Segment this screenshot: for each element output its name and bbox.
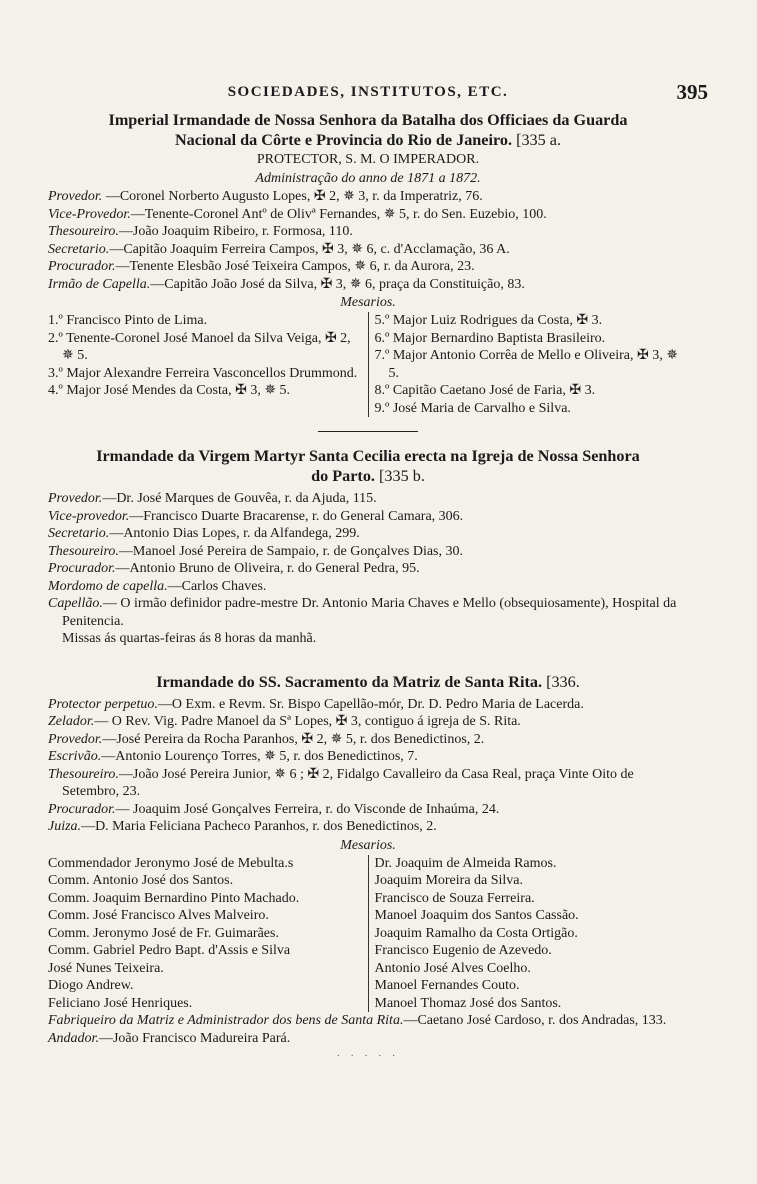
section-title — [48, 446, 688, 486]
officer-role: Procurador. — [48, 259, 116, 274]
officer-entry — [48, 188, 688, 206]
officer-entry — [48, 801, 688, 819]
mesario-item: Diogo Andrew. — [48, 978, 134, 993]
officer-text: —Dr. José Marques de Gouvêa, r. da Ajuda, 115. — [102, 491, 377, 506]
officer-text: — O Rev. Vig. Padre Manoel da Sª Lopes, ✠ 3, contiguo á igreja de S. Rita. — [94, 714, 521, 729]
missas-note: Missas ás quartas-feiras ás 8 horas da manhã. — [62, 631, 317, 646]
section-santa-cecilia — [48, 446, 688, 648]
officer-entry — [48, 241, 688, 259]
mesario-item: Manoel Thomaz José dos Santos. — [374, 995, 562, 1011]
document-page — [48, 80, 708, 1062]
section-title — [48, 110, 688, 150]
officer-role: Escrivão. — [48, 749, 102, 764]
page-header — [48, 80, 708, 108]
officer-role: Thesoureiro. — [48, 543, 119, 559]
section-divider — [318, 431, 418, 432]
officer-entry — [48, 543, 688, 561]
mesario-item: Francisco Eugenio de Azevedo. — [374, 943, 552, 958]
officer-text: —Tenente-Coronel Antº de Olivª Fernandes, ✵ 5, r. do Sen. Euzebio, 100. — [130, 206, 547, 222]
reference-number: [335 a. — [516, 131, 562, 149]
officer-entry — [48, 276, 688, 294]
officer-entry — [48, 818, 688, 836]
officer-role: Procurador. — [48, 801, 116, 817]
officer-role: Vice-provedor. — [48, 508, 130, 524]
mesario-item: Joaquim Ramalho da Costa Ortigão. — [374, 925, 578, 941]
officer-entry — [48, 713, 688, 731]
mesarios-left-column — [48, 855, 369, 1013]
officer-entry — [48, 525, 688, 543]
officer-role: Juiza. — [48, 819, 82, 834]
mesario-item: Commendador Jeronymo José de Mebulta.s — [48, 855, 294, 871]
mesarios-heading: Mesarios. — [340, 837, 396, 853]
mesario-item: 9.º José Maria de Carvalho e Silva. — [374, 400, 571, 416]
running-head: SOCIEDADES, INSTITUTOS, ETC. — [227, 84, 509, 100]
mesario-item: Manoel Joaquim dos Santos Cassão. — [374, 908, 579, 923]
officer-entry — [48, 595, 688, 630]
officers-list — [48, 490, 688, 630]
officer-role: Provedor. — [48, 189, 103, 204]
officer-role: Secretario. — [48, 526, 110, 541]
officer-entry — [48, 508, 688, 526]
section-batalha — [48, 110, 688, 417]
mesario-item: Comm. Joaquim Bernardino Pinto Machado. — [48, 890, 300, 906]
title-text: Irmandade do SS. Sacramento da Matriz de Santa Rita. — [156, 672, 543, 691]
officers-list — [48, 188, 688, 293]
reference-number: [336. — [546, 672, 580, 691]
officer-text: —Carlos Chaves. — [167, 578, 267, 594]
mesarios-columns — [48, 312, 688, 417]
officer-role: Procurador. — [48, 561, 116, 576]
title-line-1: Irmandade da Virgem Martyr Santa Cecilia erecta na Igreja de Nossa Senhora — [96, 447, 640, 465]
officers-list — [48, 696, 688, 836]
andador-entry — [48, 1030, 688, 1048]
officer-text: —Antonio Bruno de Oliveira, r. do General Pedra, 95. — [115, 561, 420, 576]
mesario-item: Feliciano José Henriques. — [48, 995, 193, 1011]
officer-text: —Manoel José Pereira de Sampaio, r. de Gonçalves Dias, 30. — [118, 543, 464, 559]
officer-text: —João José Pereira Junior, ✵ 6 ; ✠ 2, Fidalgo Cavalleiro da Casa Real, praça Vinte Oito de Setembro, 23. — [62, 766, 634, 799]
mesario-item: José Nunes Teixeira. — [48, 960, 164, 976]
officer-role: Zelador. — [48, 714, 95, 729]
officer-entry — [48, 223, 688, 241]
officer-role: Thesoureiro. — [48, 766, 119, 782]
entry-role: Fabriqueiro da Matriz e Administrador dos bens de Santa Rita. — [48, 1013, 404, 1028]
officer-entry — [48, 766, 688, 801]
officer-text: —Tenente Elesbão José Teixeira Campos, ✵ 6, r. da Aurora, 23. — [115, 259, 475, 274]
mesario-item: 4.º Major José Mendes da Costa, ✠ 3, ✵ 5. — [48, 383, 291, 398]
officer-role: Thesoureiro. — [48, 224, 119, 239]
mesario-item: Francisco de Souza Ferreira. — [374, 890, 535, 906]
title-line-1: Imperial Irmandade de Nossa Senhora da Batalha dos Officiaes da Guarda — [108, 111, 628, 129]
officer-entry — [48, 560, 688, 578]
officer-role: Vice-Provedor. — [48, 206, 131, 222]
officer-text: —Capitão João José da Silva, ✠ 3, ✵ 6, praça da Constituição, 83. — [150, 276, 525, 292]
end-ornament: · · · · · — [336, 1051, 400, 1062]
mesario-item: 7.º Major Antonio Corrêa de Mello e Oliveira, ✠ 3, ✵ 5. — [374, 348, 678, 381]
title-line-2 — [48, 130, 688, 150]
title-text: do Parto. — [311, 467, 375, 485]
mesario-item: Antonio José Alves Coelho. — [374, 960, 531, 976]
mesario-item: Joaquim Moreira da Silva. — [374, 873, 524, 888]
mesario-item: Dr. Joaquim de Almeida Ramos. — [374, 855, 557, 871]
officer-entry — [48, 578, 688, 596]
officer-entry — [48, 696, 688, 714]
mesario-item: Comm. Jeronymo José de Fr. Guimarães. — [48, 925, 279, 941]
mesario-item: 6.º Major Bernardino Baptista Brasileiro. — [374, 330, 606, 346]
mesario-item: 3.º Major Alexandre Ferreira Vasconcellos Drummond. — [48, 365, 358, 381]
entry-role: Andador. — [48, 1030, 99, 1046]
administration-line: Administração do anno de 1871 a 1872. — [255, 171, 481, 186]
officer-entry — [48, 206, 688, 224]
officer-text: —Coronel Norberto Augusto Lopes, ✠ 2, ✵ 3, r. da Imperatriz, 76. — [102, 189, 483, 204]
officer-role: Secretario. — [48, 241, 110, 257]
mesarios-columns — [48, 855, 688, 1013]
mesario-item: 5.º Major Luiz Rodrigues da Costa, ✠ 3. — [374, 313, 603, 328]
section-santa-rita — [48, 672, 688, 1063]
entry-text: —Caetano José Cardoso, r. dos Andradas, 133. — [403, 1013, 667, 1028]
officer-role: Irmão de Capella. — [48, 276, 151, 292]
officer-text: —Antonio Lourenço Torres, ✵ 5, r. dos Benedictinos, 7. — [101, 749, 418, 764]
officer-text: — Joaquim José Gonçalves Ferreira, r. do Visconde de Inhaúma, 24. — [115, 801, 500, 817]
mesario-item: Manoel Fernandes Couto. — [374, 978, 520, 993]
officer-entry — [48, 731, 688, 749]
mesarios-right-column — [369, 312, 689, 417]
officer-entry — [48, 490, 688, 508]
officer-text: —José Pereira da Rocha Paranhos, ✠ 2, ✵ 5, r. dos Benedictinos, 2. — [102, 731, 485, 747]
protector-line: PROTECTOR, S. M. O IMPERADOR. — [256, 152, 480, 167]
officer-entry — [48, 258, 688, 276]
officer-text: —O Exm. e Revm. Sr. Bispo Capellão-mór, Dr. D. Pedro Maria de Lacerda. — [157, 696, 584, 712]
reference-number: [335 b. — [379, 467, 425, 485]
mesarios-heading: Mesarios. — [340, 295, 396, 310]
page-number: 395 — [676, 80, 708, 104]
officer-role: Provedor. — [48, 731, 103, 747]
officer-role: Provedor. — [48, 491, 103, 506]
mesario-item: Comm. Gabriel Pedro Bapt. d'Assis e Silva — [48, 943, 291, 958]
fabriqueiro-entry — [48, 1012, 688, 1030]
entry-text: —João Francisco Madureira Pará. — [98, 1030, 291, 1046]
officer-role: Capellão. — [48, 596, 103, 611]
mesario-item: Comm. Antonio José dos Santos. — [48, 873, 234, 888]
mesario-item: 8.º Capitão Caetano José de Faria, ✠ 3. — [374, 383, 596, 398]
mesario-item: 2.º Tenente-Coronel José Manoel da Silva Veiga, ✠ 2, ✵ 5. — [48, 330, 351, 363]
officer-text: —Francisco Duarte Bracarense, r. do General Camara, 306. — [129, 508, 464, 524]
officer-role: Protector perpetuo. — [48, 696, 158, 712]
officer-role: Mordomo de capella. — [48, 578, 168, 594]
officer-text: — O irmão definidor padre-mestre Dr. Antonio Maria Chaves e Mello (obsequiosamente), Hospital da Penitencia. — [62, 596, 677, 629]
officer-text: —Antonio Dias Lopes, r. da Alfandega, 299. — [109, 526, 360, 541]
mesario-item: 1.º Francisco Pinto de Lima. — [48, 313, 208, 328]
title-text: Nacional da Côrte e Provincia do Rio de Janeiro. — [174, 131, 513, 149]
officer-entry — [48, 748, 688, 766]
mesarios-left-column — [48, 312, 369, 417]
title-line-2 — [48, 466, 688, 486]
officer-text: —João Joaquim Ribeiro, r. Formosa, 110. — [118, 224, 353, 239]
mesarios-right-column — [369, 855, 689, 1013]
mesario-item: Comm. José Francisco Alves Malveiro. — [48, 908, 269, 923]
section-title — [48, 672, 688, 692]
officer-text: —Capitão Joaquim Ferreira Campos, ✠ 3, ✵ 6, c. d'Acclamação, 36 A. — [109, 241, 510, 257]
officer-text: —D. Maria Feliciana Pacheco Paranhos, r. dos Benedictinos, 2. — [81, 819, 437, 834]
